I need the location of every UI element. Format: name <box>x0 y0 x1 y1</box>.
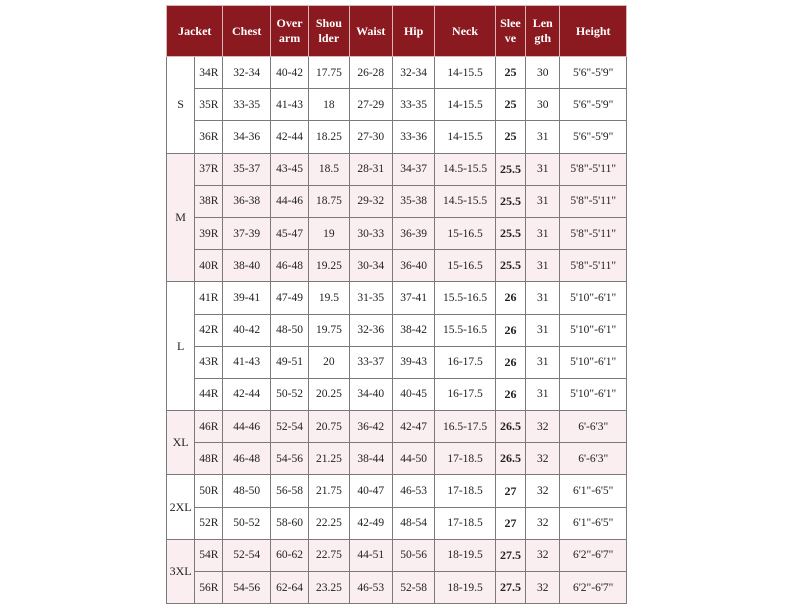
cell-hip: 35-38 <box>392 185 434 217</box>
cell-overarm: 54-56 <box>270 443 308 475</box>
header-neck <box>435 6 496 57</box>
cell-height: 6'-6'3" <box>560 411 627 443</box>
header-length-label-line1: Len <box>532 16 553 30</box>
cell-neck: 17-18.5 <box>435 475 496 507</box>
cell-waist: 26-28 <box>349 57 392 89</box>
cell-sleeve: 25.5 <box>495 153 525 185</box>
cell-sleeve: 25 <box>495 57 525 89</box>
cell-chest: 48-50 <box>223 475 270 507</box>
header-sleeve <box>495 6 525 57</box>
cell-size: 39R <box>195 217 223 249</box>
header-shoulder <box>309 6 349 57</box>
cell-height: 5'8"-5'11" <box>560 153 627 185</box>
size-chart <box>166 5 627 604</box>
cell-size: 52R <box>195 507 223 539</box>
cell-waist: 31-35 <box>349 282 392 314</box>
cell-overarm: 42-44 <box>270 121 308 153</box>
cell-sleeve: 26 <box>495 346 525 378</box>
cell-waist: 33-37 <box>349 346 392 378</box>
table-row <box>167 57 627 89</box>
table-row <box>167 153 627 185</box>
cell-neck: 14.5-15.5 <box>435 153 496 185</box>
cell-size: 44R <box>195 378 223 410</box>
cell-hip: 32-34 <box>392 57 434 89</box>
header-jacket <box>167 6 223 57</box>
cell-waist: 30-34 <box>349 250 392 282</box>
cell-chest: 35-37 <box>223 153 270 185</box>
header-chest-label: Chest <box>232 23 262 38</box>
cell-waist: 29-32 <box>349 185 392 217</box>
cell-chest: 34-36 <box>223 121 270 153</box>
cell-overarm: 50-52 <box>270 378 308 410</box>
cell-height: 5'10"-6'1" <box>560 314 627 346</box>
cell-waist: 36-42 <box>349 411 392 443</box>
cell-waist: 34-40 <box>349 378 392 410</box>
cell-neck: 17-18.5 <box>435 443 496 475</box>
cell-shoulder: 23.25 <box>309 572 349 604</box>
cell-sleeve: 26 <box>495 314 525 346</box>
cell-size: 50R <box>195 475 223 507</box>
cell-size: 40R <box>195 250 223 282</box>
cell-sleeve: 25.5 <box>495 250 525 282</box>
cell-sleeve: 27.5 <box>495 539 525 571</box>
cell-height: 6'2"-6'7" <box>560 539 627 571</box>
cell-hip: 50-56 <box>392 539 434 571</box>
cell-hip: 42-47 <box>392 411 434 443</box>
cell-neck: 14.5-15.5 <box>435 185 496 217</box>
size-group-label: S <box>167 57 195 154</box>
cell-shoulder: 21.25 <box>309 443 349 475</box>
cell-waist: 30-33 <box>349 217 392 249</box>
cell-chest: 36-38 <box>223 185 270 217</box>
cell-shoulder: 19.75 <box>309 314 349 346</box>
cell-size: 35R <box>195 89 223 121</box>
cell-neck: 14-15.5 <box>435 121 496 153</box>
cell-overarm: 47-49 <box>270 282 308 314</box>
cell-length: 31 <box>526 217 560 249</box>
cell-waist: 32-36 <box>349 314 392 346</box>
cell-size: 43R <box>195 346 223 378</box>
cell-length: 32 <box>526 475 560 507</box>
cell-shoulder: 18.75 <box>309 185 349 217</box>
cell-size: 41R <box>195 282 223 314</box>
cell-height: 6'1"-6'5" <box>560 507 627 539</box>
cell-hip: 37-41 <box>392 282 434 314</box>
cell-overarm: 56-58 <box>270 475 308 507</box>
cell-chest: 32-34 <box>223 57 270 89</box>
cell-sleeve: 26 <box>495 282 525 314</box>
cell-waist: 40-47 <box>349 475 392 507</box>
cell-length: 31 <box>526 153 560 185</box>
cell-neck: 15.5-16.5 <box>435 282 496 314</box>
cell-length: 31 <box>526 282 560 314</box>
table-row <box>167 507 627 539</box>
cell-neck: 18-19.5 <box>435 539 496 571</box>
cell-overarm: 46-48 <box>270 250 308 282</box>
table-row <box>167 411 627 443</box>
cell-overarm: 60-62 <box>270 539 308 571</box>
size-group-label: 3XL <box>167 539 195 603</box>
cell-length: 32 <box>526 411 560 443</box>
cell-hip: 38-42 <box>392 314 434 346</box>
cell-shoulder: 19 <box>309 217 349 249</box>
cell-length: 32 <box>526 443 560 475</box>
cell-shoulder: 19.25 <box>309 250 349 282</box>
header-sleeve-label-line1: Slee <box>500 16 521 30</box>
table-row <box>167 282 627 314</box>
cell-shoulder: 22.75 <box>309 539 349 571</box>
size-table <box>166 5 627 604</box>
cell-height: 6'1"-6'5" <box>560 475 627 507</box>
header-row <box>167 6 627 57</box>
cell-hip: 33-36 <box>392 121 434 153</box>
header-overarm-label-line2: arm <box>278 31 301 45</box>
cell-shoulder: 18.25 <box>309 121 349 153</box>
cell-length: 31 <box>526 185 560 217</box>
table-body <box>167 57 627 604</box>
cell-overarm: 40-42 <box>270 57 308 89</box>
cell-sleeve: 26 <box>495 378 525 410</box>
cell-chest: 54-56 <box>223 572 270 604</box>
table-row <box>167 475 627 507</box>
table-header <box>167 6 627 57</box>
cell-height: 5'10"-6'1" <box>560 282 627 314</box>
cell-waist: 46-53 <box>349 572 392 604</box>
header-neck-label: Neck <box>452 23 479 38</box>
size-group-label: L <box>167 282 195 411</box>
cell-neck: 15-16.5 <box>435 250 496 282</box>
cell-sleeve: 27 <box>495 507 525 539</box>
cell-chest: 38-40 <box>223 250 270 282</box>
cell-height: 5'6"-5'9" <box>560 121 627 153</box>
cell-neck: 14-15.5 <box>435 89 496 121</box>
cell-hip: 40-45 <box>392 378 434 410</box>
cell-length: 31 <box>526 121 560 153</box>
size-group-label: XL <box>167 411 195 475</box>
size-group-label: 2XL <box>167 475 195 539</box>
cell-neck: 14-15.5 <box>435 57 496 89</box>
cell-size: 36R <box>195 121 223 153</box>
cell-hip: 33-35 <box>392 89 434 121</box>
cell-hip: 48-54 <box>392 507 434 539</box>
cell-height: 5'8"-5'11" <box>560 250 627 282</box>
header-chest <box>223 6 270 57</box>
cell-height: 5'6"-5'9" <box>560 57 627 89</box>
cell-length: 31 <box>526 250 560 282</box>
cell-waist: 38-44 <box>349 443 392 475</box>
cell-sleeve: 25 <box>495 121 525 153</box>
header-waist <box>349 6 392 57</box>
cell-height: 6'2"-6'7" <box>560 572 627 604</box>
cell-overarm: 41-43 <box>270 89 308 121</box>
cell-chest: 41-43 <box>223 346 270 378</box>
cell-hip: 34-37 <box>392 153 434 185</box>
cell-shoulder: 18 <box>309 89 349 121</box>
cell-hip: 52-58 <box>392 572 434 604</box>
cell-shoulder: 21.75 <box>309 475 349 507</box>
cell-size: 37R <box>195 153 223 185</box>
cell-hip: 46-53 <box>392 475 434 507</box>
cell-sleeve: 27.5 <box>495 572 525 604</box>
cell-length: 32 <box>526 539 560 571</box>
cell-hip: 36-40 <box>392 250 434 282</box>
cell-waist: 27-29 <box>349 89 392 121</box>
cell-length: 31 <box>526 314 560 346</box>
cell-sleeve: 26.5 <box>495 443 525 475</box>
cell-hip: 39-43 <box>392 346 434 378</box>
header-height <box>560 6 627 57</box>
header-jacket-label: Jacket <box>178 23 212 38</box>
header-shoulder-label-line2: lder <box>318 31 340 45</box>
cell-overarm: 58-60 <box>270 507 308 539</box>
cell-chest: 40-42 <box>223 314 270 346</box>
header-length-label-line2: gth <box>534 31 552 45</box>
header-overarm <box>270 6 308 57</box>
cell-hip: 44-50 <box>392 443 434 475</box>
cell-shoulder: 20.25 <box>309 378 349 410</box>
cell-height: 5'8"-5'11" <box>560 185 627 217</box>
cell-length: 30 <box>526 57 560 89</box>
cell-shoulder: 19.5 <box>309 282 349 314</box>
table-row <box>167 185 627 217</box>
cell-sleeve: 27 <box>495 475 525 507</box>
cell-neck: 18-19.5 <box>435 572 496 604</box>
cell-size: 42R <box>195 314 223 346</box>
cell-overarm: 43-45 <box>270 153 308 185</box>
table-row <box>167 572 627 604</box>
header-overarm-label-line1: Over <box>276 16 303 30</box>
header-hip-label: Hip <box>403 23 424 38</box>
table-row <box>167 346 627 378</box>
cell-overarm: 45-47 <box>270 217 308 249</box>
cell-chest: 33-35 <box>223 89 270 121</box>
cell-overarm: 62-64 <box>270 572 308 604</box>
header-length <box>526 6 560 57</box>
cell-overarm: 49-51 <box>270 346 308 378</box>
size-group-label: M <box>167 153 195 282</box>
cell-chest: 42-44 <box>223 378 270 410</box>
cell-height: 5'10"-6'1" <box>560 378 627 410</box>
cell-size: 56R <box>195 572 223 604</box>
cell-length: 31 <box>526 346 560 378</box>
header-waist-label: Waist <box>356 23 386 38</box>
cell-hip: 36-39 <box>392 217 434 249</box>
cell-shoulder: 20 <box>309 346 349 378</box>
cell-waist: 27-30 <box>349 121 392 153</box>
cell-chest: 46-48 <box>223 443 270 475</box>
cell-sleeve: 25.5 <box>495 185 525 217</box>
cell-size: 34R <box>195 57 223 89</box>
cell-chest: 39-41 <box>223 282 270 314</box>
cell-chest: 52-54 <box>223 539 270 571</box>
cell-overarm: 44-46 <box>270 185 308 217</box>
cell-height: 6'-6'3" <box>560 443 627 475</box>
cell-height: 5'8"-5'11" <box>560 217 627 249</box>
table-row <box>167 89 627 121</box>
table-row <box>167 378 627 410</box>
cell-size: 54R <box>195 539 223 571</box>
cell-chest: 50-52 <box>223 507 270 539</box>
cell-waist: 28-31 <box>349 153 392 185</box>
cell-neck: 15.5-16.5 <box>435 314 496 346</box>
cell-chest: 44-46 <box>223 411 270 443</box>
table-row <box>167 217 627 249</box>
table-row <box>167 443 627 475</box>
cell-sleeve: 25 <box>495 89 525 121</box>
cell-neck: 15-16.5 <box>435 217 496 249</box>
cell-sleeve: 25.5 <box>495 217 525 249</box>
cell-neck: 16.5-17.5 <box>435 411 496 443</box>
cell-waist: 42-49 <box>349 507 392 539</box>
header-shoulder-label-line1: Shou <box>315 16 342 30</box>
cell-shoulder: 18.5 <box>309 153 349 185</box>
cell-overarm: 52-54 <box>270 411 308 443</box>
cell-shoulder: 20.75 <box>309 411 349 443</box>
table-row <box>167 121 627 153</box>
cell-neck: 16-17.5 <box>435 346 496 378</box>
cell-size: 48R <box>195 443 223 475</box>
cell-height: 5'10"-6'1" <box>560 346 627 378</box>
cell-size: 38R <box>195 185 223 217</box>
table-row <box>167 250 627 282</box>
cell-length: 30 <box>526 89 560 121</box>
cell-length: 32 <box>526 572 560 604</box>
cell-neck: 16-17.5 <box>435 378 496 410</box>
cell-shoulder: 22.25 <box>309 507 349 539</box>
cell-shoulder: 17.75 <box>309 57 349 89</box>
header-hip <box>392 6 434 57</box>
table-row <box>167 314 627 346</box>
cell-waist: 44-51 <box>349 539 392 571</box>
cell-chest: 37-39 <box>223 217 270 249</box>
cell-length: 32 <box>526 507 560 539</box>
table-row <box>167 539 627 571</box>
cell-neck: 17-18.5 <box>435 507 496 539</box>
cell-overarm: 48-50 <box>270 314 308 346</box>
cell-sleeve: 26.5 <box>495 411 525 443</box>
header-height-label: Height <box>575 23 611 38</box>
cell-height: 5'6"-5'9" <box>560 89 627 121</box>
cell-length: 31 <box>526 378 560 410</box>
cell-size: 46R <box>195 411 223 443</box>
header-sleeve-label-line2: ve <box>504 31 517 45</box>
